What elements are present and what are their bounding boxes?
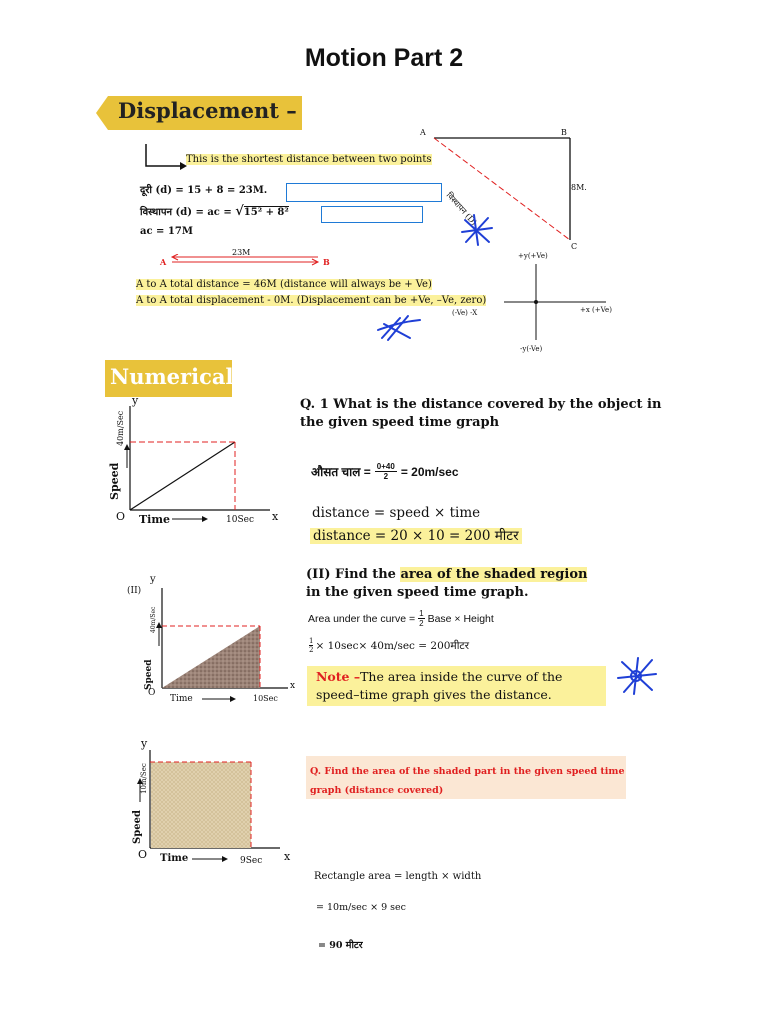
total-distance-text: A to A total distance = 46M (distance will always be + Ve) [136, 279, 432, 290]
axis-neg-y: -y(-Ve) [520, 345, 543, 353]
q2-question [306, 566, 587, 602]
definition-highlight: This is the shortest distance between two points [186, 154, 432, 165]
q1-x-letter: x [272, 510, 279, 523]
q3-question-line1: Q. Find the area of the shaded part in the given speed time [310, 766, 625, 777]
q2-question-prefix: (II) Find the [306, 567, 396, 582]
q2-calc-fraction [309, 637, 313, 654]
q1-answer-text: distance = 20 × 10 = 200 मीटर [310, 528, 522, 544]
q3-question-line2: graph (distance covered) [310, 785, 444, 796]
q2-calculation [309, 637, 469, 654]
displacement-equation: विस्थापन (d) = ac = √15² + 8² [140, 204, 289, 219]
answer-box-2[interactable] [321, 206, 423, 223]
q1-y-value: 40m/Sec [116, 410, 125, 446]
triangle-diagram [410, 126, 610, 266]
total-distance [136, 279, 432, 290]
triangle-label-c: C [571, 242, 578, 251]
q3-calculation: = 10m/sec × 9 sec [316, 902, 406, 913]
coordinate-axes [500, 258, 610, 348]
q3-question [310, 762, 625, 800]
axis-neg-x: (-Ve) -X [452, 309, 478, 317]
q1-answer [310, 526, 522, 544]
q3-origin: O [138, 848, 148, 861]
pen-scribble-icon [374, 312, 424, 344]
q2-y-value: 40m/Sec [150, 606, 157, 633]
triangle-label-a: A [420, 128, 426, 137]
note-label: Note – [316, 669, 361, 684]
note-line1: The area inside the curve of the [360, 669, 563, 684]
q3-graph [130, 742, 300, 870]
q1-question-line1: Q. 1 What is the distance covered by the object in [300, 397, 662, 412]
q3-x-value: 9Sec [240, 856, 263, 866]
total-displacement-text: A to A total displacement - 0M. (Displacement can be +Ve, –Ve, zero) [136, 295, 487, 306]
q1-y-axis-label: Speed [108, 462, 121, 500]
q2-x-axis-label: Time [170, 694, 193, 704]
segment-point-a: A [160, 257, 167, 267]
q3-y-letter: y [141, 737, 148, 750]
q2-area-formula [308, 609, 494, 628]
triangle-label-b: B [561, 128, 567, 137]
segment-point-b: B [323, 257, 330, 267]
sqrt-expression: 15² + 8² [243, 207, 289, 218]
triangle-side-label: 8M. [571, 183, 587, 192]
q1-avg-result: = 20m/sec [400, 464, 459, 479]
definition-arrow [140, 142, 190, 172]
q1-x-value: 10Sec [226, 515, 254, 525]
triangle-diagonal-label: विस्थापन (D) [444, 190, 479, 228]
q3-rect-formula: Rectangle area = length × width [314, 871, 482, 882]
q1-formula: distance = speed × time [312, 505, 481, 521]
q2-question-highlight: area of the shaded region [400, 567, 588, 582]
displacement-heading: Displacement – [118, 98, 297, 123]
q1-origin: O [116, 510, 126, 523]
q2-half-fraction [418, 609, 424, 628]
q2-area-prefix: Area under the curve = [308, 612, 416, 625]
distance-equation: दूरी (d) = 15 + 8 = 23M. [140, 185, 268, 196]
page-title: Motion Part 2 [304, 44, 464, 72]
q1-frac-num: 0+40 [376, 462, 395, 471]
q3-y-axis-label: Speed [132, 810, 143, 844]
q1-question-line2: the given speed time graph [300, 415, 500, 430]
numerical-heading: Numerical [110, 364, 234, 389]
q1-y-letter: y [132, 394, 139, 407]
q2-calc-half-den: 2 [309, 646, 314, 654]
q2-half-num: 1 [419, 609, 424, 618]
segment-lines [170, 254, 320, 266]
q2-area-suffix: Base × Height [427, 612, 494, 625]
q2-x-value: 10Sec [253, 694, 278, 703]
q2-question-line2: in the given speed time graph. [306, 585, 529, 600]
q2-origin: O [148, 688, 156, 698]
q1-question [300, 396, 661, 432]
note-text [316, 668, 562, 704]
q2-y-axis-label: Speed [144, 659, 154, 690]
q2-half-den: 2 [419, 619, 424, 628]
pen-star-icon [458, 212, 498, 248]
q2-calc-suffix: × 10sec× 40m/sec = 200मीटर [315, 639, 470, 652]
axis-pos-x: +x (+Ve) [580, 306, 612, 314]
q2-graph [140, 578, 300, 708]
q2-graph-label: (II) [127, 586, 142, 596]
q1-graph [110, 398, 290, 530]
definition-text [186, 154, 432, 165]
displacement-eq-prefix: विस्थापन (d) = ac = [140, 207, 232, 218]
q1-avg-prefix: औसत चाल = [311, 465, 371, 479]
axis-pos-y: +y(+Ve) [518, 252, 548, 260]
q3-x-letter: x [284, 850, 291, 863]
note-line2: speed–time graph gives the distance. [316, 687, 552, 702]
segment-label: 23M [232, 248, 251, 257]
q2-x-letter: x [290, 681, 296, 691]
q2-y-letter: y [150, 574, 156, 585]
pen-asterisk-icon [614, 656, 660, 696]
q1-average-speed [311, 462, 459, 481]
q1-x-axis-label: Time [139, 513, 171, 526]
q3-y-value: 10m/Sec [140, 763, 148, 794]
q2-calc-half-num: 1 [309, 637, 314, 645]
q3-x-axis-label: Time [160, 853, 189, 864]
q1-fraction [375, 462, 397, 481]
total-displacement [136, 295, 486, 306]
ac-result: ac = 17M [140, 226, 193, 237]
q1-frac-den: 2 [383, 472, 389, 481]
q3-result: = 90 मीटर [318, 940, 363, 951]
